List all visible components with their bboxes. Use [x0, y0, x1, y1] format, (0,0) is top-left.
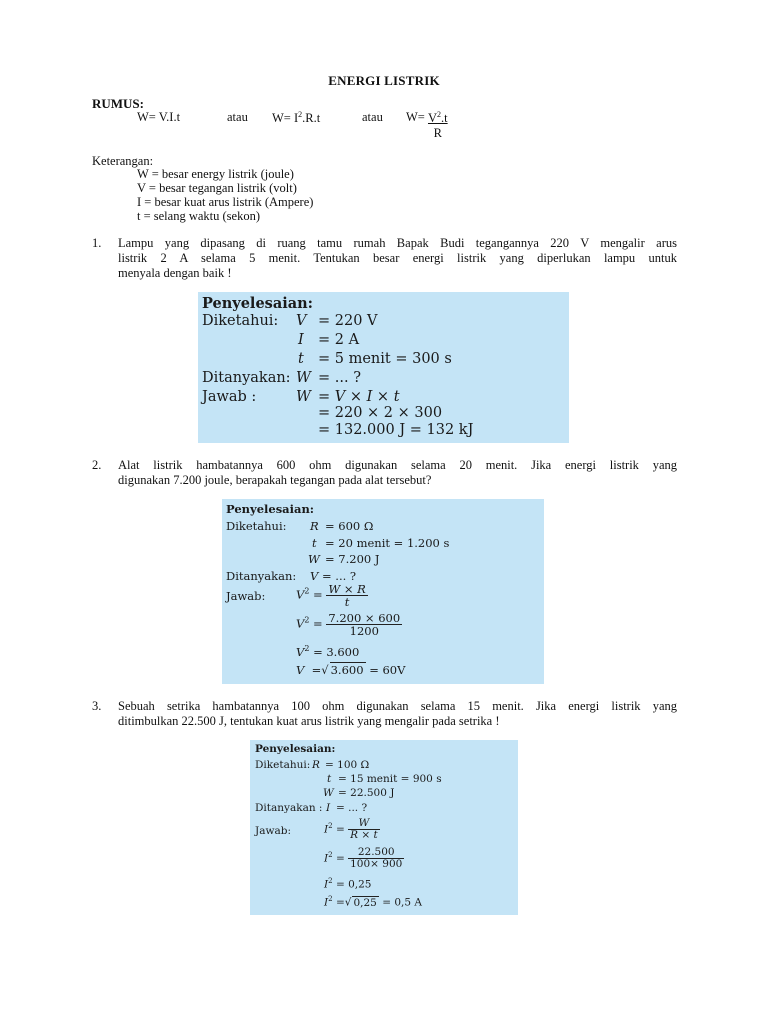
diketahui-label: Diketahui: — [255, 759, 311, 771]
solution-heading: Penyelesaian: — [226, 502, 315, 516]
question-text: Alat listrik hambatannya 600 ohm digunakan selama 20 menit. Jika energi listrik yang digunakan 7.200 joule, berapakah tegangan pada alat tersebut? — [118, 458, 677, 487]
given-value: = 7.200 J — [325, 552, 380, 566]
var-symbol: W — [296, 370, 311, 386]
question-number: 2. — [92, 458, 102, 472]
asked-value: = ... ? — [318, 370, 361, 386]
question-number: 3. — [92, 699, 102, 713]
answer-result: V =√ 3.600 = 60V — [296, 663, 406, 677]
var-symbol: R — [312, 759, 320, 771]
answer-result: = 132.000 J = 132 kJ — [318, 422, 474, 438]
jawab-label: Jawab : — [202, 389, 257, 405]
given-value: = 15 menit = 900 s — [338, 773, 442, 785]
given-value: = 20 menit = 1.200 s — [325, 536, 450, 550]
sqrt-sign: √ — [321, 663, 329, 677]
answer-step: $V^2 = 3.600$ — [296, 644, 360, 659]
solution-box — [250, 740, 518, 915]
var-symbol: R — [310, 519, 319, 533]
keterangan-item: I = besar kuat arus listrik (Ampere) — [137, 195, 314, 209]
given-value: = 5 menit = 300 s — [318, 351, 452, 367]
solution-heading: Penyelesaian: — [255, 743, 336, 755]
jawab-label: Jawab: — [226, 589, 266, 603]
given-value: = 22.500 J — [338, 787, 395, 799]
var-symbol: t — [298, 351, 304, 367]
ditanyakan-label: Ditanyakan : — [255, 802, 323, 814]
var-symbol: I — [326, 802, 331, 814]
answer-step: = V × I × t — [318, 389, 400, 405]
var-symbol: W — [296, 389, 311, 405]
answer-step: $I^2$ = $\frac{W}{R \times t}$ — [324, 817, 378, 842]
var-symbol: V — [310, 569, 319, 583]
keterangan-label: Keterangan: — [92, 154, 154, 168]
var-symbol: t — [312, 536, 317, 550]
answer-step: $V^2$ = $\frac{7.200 \times 600}{1200}$ — [296, 611, 401, 639]
var-symbol: I — [298, 332, 304, 348]
asked-value: = ... ? — [336, 802, 368, 814]
given-value: = 220 V — [318, 313, 378, 329]
answer-step: $I^2 = 0,25$ — [324, 877, 372, 891]
answer-step: $V^2$ = $\frac{W \times R}{t}$ — [296, 582, 366, 610]
formula-vit: W= V.I.t — [137, 110, 181, 124]
given-value: = 100 Ω — [325, 759, 370, 771]
ditanyakan-label: Ditanyakan: — [226, 569, 297, 583]
diketahui-label: Diketahui: — [202, 313, 279, 329]
solution-box — [198, 292, 569, 443]
given-value: = 2 A — [318, 332, 360, 348]
keterangan-item: t = selang waktu (sekon) — [137, 209, 260, 223]
given-value: = 600 Ω — [325, 519, 374, 533]
formula-atau-2: atau — [362, 110, 383, 124]
formula-v2t-r: $W= \frac{V^2.t}{R}$ — [406, 110, 448, 141]
var-symbol: W — [323, 787, 334, 799]
rumus-label: RUMUS: — [92, 96, 144, 111]
ditanyakan-label: Ditanyakan: — [202, 370, 291, 386]
question-text: Lampu yang dipasang di ruang tamu rumah Bapak Budi tegangannya 220 V mengalir arus listrik 2 A selama 5 menit. Tentukan besar energi listrik yang diperlukan lampu untuk menyala dengan baik ! — [118, 236, 677, 280]
page-title: ENERGI LISTRIK — [328, 73, 440, 88]
solution-heading: Penyelesaian: — [202, 295, 314, 312]
answer-step: $I^2$ = $\frac{22.500}{100\times 900}$ — [324, 846, 403, 871]
answer-step: = 220 × 2 × 300 — [318, 405, 443, 421]
diketahui-label: Diketahui: — [226, 519, 287, 533]
question-number: 1. — [92, 236, 102, 250]
keterangan-item: W = besar energy listrik (joule) — [137, 167, 294, 181]
var-symbol: t — [327, 773, 332, 785]
asked-value: = ... ? — [322, 569, 357, 583]
formula-i2rt: $W= I^2.R.t$ — [272, 110, 321, 126]
jawab-label: Jawab: — [255, 825, 291, 837]
var-symbol: V — [296, 313, 307, 329]
var-symbol: W — [308, 552, 320, 566]
sqrt-sign: √ — [344, 896, 352, 909]
solution-box — [222, 499, 544, 684]
question-text: Sebuah setrika hambatannya 100 ohm digunakan selama 15 menit. Jika energi listrik yang ditimbulkan 22.500 J, tentukan kuat arus listrik yang mengalir pada setrika ! — [118, 699, 677, 728]
keterangan-item: V = besar tegangan listrik (volt) — [137, 181, 297, 195]
formula-atau-1: atau — [227, 110, 248, 124]
answer-result: $I^2$ =√ 0,25 = 0,5 A — [324, 895, 422, 909]
